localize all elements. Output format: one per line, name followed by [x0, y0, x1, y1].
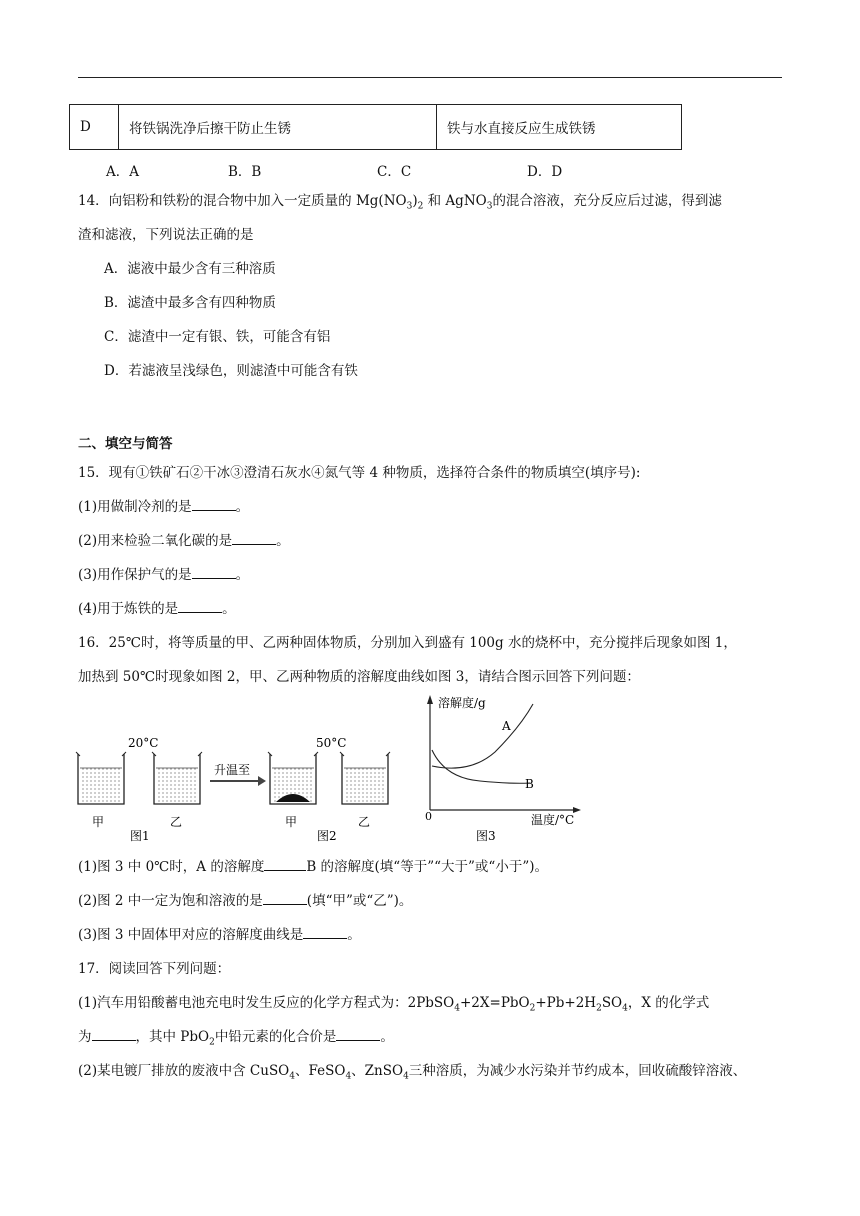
curve-label-a: A: [502, 719, 511, 733]
answer-blank[interactable]: [232, 532, 276, 545]
q13-option-a[interactable]: A．A: [106, 164, 139, 180]
temp-label-fig1: 20°C: [128, 736, 159, 750]
q17-stem: 17．阅读回答下列问题：: [78, 961, 231, 977]
curve-label-b: B: [525, 777, 534, 791]
answer-blank[interactable]: [336, 1028, 380, 1041]
q15-item-2: (2)用来检验二氧化碳的是 。: [78, 533, 290, 549]
header-rule: [78, 77, 782, 78]
solubility-figure: [70, 692, 600, 843]
beaker-label-jia-2: 甲: [285, 815, 298, 829]
q14-option-d[interactable]: D．若滤液呈浅绿色，则滤渣中可能含有铁: [104, 363, 358, 379]
beaker-yi-fig2: [340, 752, 390, 804]
beaker-label-yi-1: 乙: [170, 815, 183, 829]
q14-stem-line1: 14．向铝粉和铁粉的混合物中加入一定质量的 $Mg(NO_3)_2$ 和 AgNO$_3$的混合溶液，充分反应后过滤，得到滤: [78, 193, 722, 212]
answer-blank[interactable]: [178, 600, 222, 613]
fig-label-1: 图1: [130, 829, 150, 843]
beaker-label-yi-2: 乙: [358, 815, 371, 829]
answer-table-row-d: [69, 104, 682, 150]
q13-option-b[interactable]: B．B: [228, 164, 262, 180]
graph-y-label: 溶解度/g: [438, 696, 486, 710]
curve-a: [432, 704, 533, 768]
solubility-graph: [427, 695, 581, 813]
table-cell-explanation: 铁与水直接反应生成铁锈: [437, 105, 682, 150]
q14-option-b[interactable]: B．滤渣中最多含有四种物质: [104, 295, 276, 311]
answer-blank[interactable]: [263, 892, 307, 905]
fig-label-2: 图2: [317, 829, 337, 843]
q17-question-1-line2: 为 ，其中 PbO$_2$中铅元素的化合价是 。: [78, 1029, 394, 1048]
q13-option-c[interactable]: C．C: [377, 164, 412, 180]
answer-blank[interactable]: [92, 1028, 136, 1041]
q17-question-1-line1: (1)汽车用铅酸蓄电池充电时发生反应的化学方程式为：$2PbSO_4+2X=PbO_2+Pb+2H_2SO_4$，X 的化学式: [78, 995, 710, 1014]
q16-stem-line2: 加热到 50℃时现象如图 2，甲、乙两种物质的溶解度曲线如图 3，请结合图示回答下列问题：: [78, 669, 640, 685]
table-cell-label: D: [70, 105, 119, 150]
graph-x-label: 温度/°C: [531, 813, 575, 827]
temp-label-fig2: 50°C: [316, 736, 347, 750]
answer-blank[interactable]: [303, 926, 347, 939]
answer-blank[interactable]: [192, 498, 236, 511]
table-cell-practice: 将铁锅洗净后擦干防止生锈: [119, 105, 437, 150]
q16-stem-line1: 16．25℃时，将等质量的甲、乙两种固体物质，分别加入到盛有 100g 水的烧杯中，充分搅拌后现象如图 1，: [78, 635, 737, 651]
beaker-jia-fig1: [76, 752, 126, 804]
q15-item-3: (3)用作保护气的是 。: [78, 567, 250, 583]
answer-blank[interactable]: [192, 566, 236, 579]
heating-arrow: [210, 776, 266, 786]
curve-b: [432, 750, 530, 783]
q14-option-c[interactable]: C．滤渣中一定有银、铁，可能含有铝: [104, 329, 331, 345]
q16-question-2: (2)图 2 中一定为饱和溶液的是 (填“甲”或“乙”)。: [78, 893, 413, 909]
answer-blank[interactable]: [264, 858, 306, 871]
beaker-jia-fig2: [268, 752, 318, 804]
graph-origin: 0: [425, 810, 432, 823]
q15-item-1: (1)用做制冷剂的是 。: [78, 499, 250, 515]
q15-stem: 15．现有①铁矿石②干冰③澄清石灰水④氮气等 4 种物质，选择符合条件的物质填空(填序号):: [78, 465, 641, 481]
fig-label-3: 图3: [476, 829, 496, 843]
beaker-label-jia-1: 甲: [92, 815, 105, 829]
section-2-title: 二、填空与简答: [78, 436, 173, 452]
q13-option-d[interactable]: D．D: [527, 164, 563, 180]
q14-option-a[interactable]: A．滤液中最少含有三种溶质: [104, 261, 276, 277]
q16-question-3: (3)图 3 中固体甲对应的溶解度曲线是 。: [78, 927, 361, 943]
q17-question-2: (2)某电镀厂排放的废液中含 CuSO$_4$、FeSO$_4$、ZnSO$_4$三种溶质，为减少水污染并节约成本，回收硫酸锌溶液、: [78, 1063, 747, 1082]
beaker-yi-fig1: [152, 752, 202, 804]
heating-arrow-label: 升温至: [214, 763, 251, 777]
q14-stem-line2: 渣和滤液，下列说法正确的是: [78, 227, 254, 243]
q16-question-1: (1)图 3 中 0℃时，A 的溶解度 B 的溶解度(填“等于”“大于”或“小于”)。: [78, 859, 548, 875]
q15-item-4: (4)用于炼铁的是 。: [78, 601, 236, 617]
